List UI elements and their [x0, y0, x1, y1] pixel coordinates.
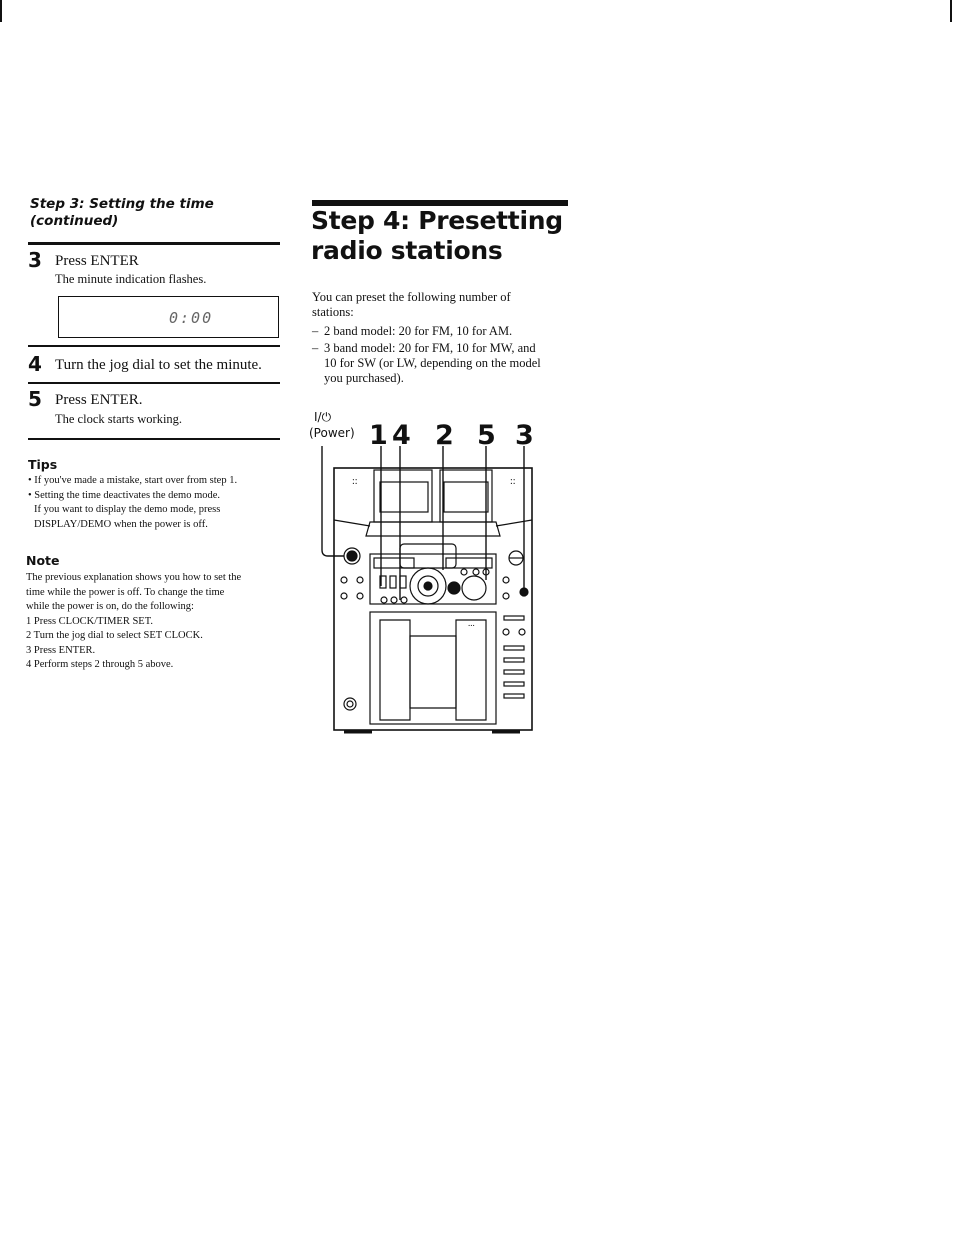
stereo-system-illustration — [300, 440, 550, 740]
note-text — [26, 571, 288, 673]
note-line: time while the power is off. To change the time — [26, 586, 225, 598]
power-label: (Power) — [309, 426, 355, 440]
tip-line: If you want to display the demo mode, press — [34, 504, 221, 515]
divider — [28, 345, 280, 347]
crop-mark-left — [0, 0, 2, 22]
list-item — [312, 341, 574, 386]
tips-heading: Tips — [28, 457, 58, 472]
station-list — [312, 324, 574, 386]
tips-list — [28, 474, 288, 532]
list-item-text: 10 for SW (or LW, depending on the model — [324, 356, 541, 370]
svg-text:::: :: — [352, 476, 358, 487]
step-number: 3 — [28, 248, 42, 272]
intro-text — [312, 290, 572, 320]
tip-line: DISPLAY/DEMO when the power is off. — [34, 518, 208, 530]
page-title — [311, 206, 563, 266]
step-number: 5 — [28, 387, 42, 411]
callout-number: 3 — [515, 420, 534, 451]
note-line: The previous explanation shows you how to set the — [26, 572, 242, 583]
intro-line: stations: — [312, 305, 354, 319]
intro-line: You can preset the following number of — [312, 290, 511, 304]
lcd-display-text: 0:00 — [169, 309, 214, 327]
cabinet-outline — [334, 468, 532, 730]
step-label: Press ENTER. — [55, 392, 143, 408]
note-line: 1 Press CLOCK/TIMER SET. — [26, 615, 153, 627]
note-line: 3 Press ENTER. — [26, 644, 96, 656]
step-description: The minute indication flashes. — [55, 272, 207, 286]
note-line: while the power is on, do the following: — [26, 601, 194, 612]
callout-number: 1 — [369, 420, 388, 451]
step-number: 4 — [28, 352, 42, 376]
page-title-line-1: Step 4: Presetting — [311, 206, 563, 235]
svg-text:...: ... — [468, 618, 475, 628]
step-label: Turn the jog dial to set the minute. — [55, 357, 262, 373]
note-line: 4 Perform steps 2 through 5 above. — [26, 659, 174, 670]
list-item-text: 3 band model: 20 for FM, 10 for MW, and — [324, 341, 536, 355]
tip-line: • If you've made a mistake, start over from step 1. — [28, 475, 238, 486]
section-title-line-2: (continued) — [30, 213, 119, 229]
step-description: The clock starts working. — [55, 412, 183, 426]
crop-mark-right — [950, 0, 952, 22]
list-item — [312, 324, 574, 339]
note-heading: Note — [26, 553, 60, 568]
right-control-sliders — [503, 616, 525, 698]
list-dash: – — [312, 324, 319, 338]
callout-number: 4 — [392, 420, 411, 451]
lcd-display — [58, 296, 279, 338]
callout-number: 5 — [477, 420, 496, 451]
list-dash: – — [312, 341, 319, 355]
section-title-line-1: Step 3: Setting the time — [30, 196, 214, 212]
svg-text:::: :: — [510, 476, 516, 487]
tip-line: • Setting the time deactivates the demo mode. — [28, 489, 221, 501]
callout-number: 2 — [435, 420, 454, 451]
note-line: 2 Turn the jog dial to select SET CLOCK. — [26, 630, 203, 641]
section-title — [30, 196, 214, 230]
divider — [28, 242, 280, 245]
page-title-line-2: radio stations — [311, 236, 503, 265]
power-symbol: I/⏻ — [314, 410, 332, 424]
list-item-text: 2 band model: 20 for FM, 10 for AM. — [324, 324, 513, 338]
list-item-text: you purchased). — [324, 371, 404, 385]
step-label: Press ENTER — [55, 253, 139, 269]
divider — [28, 382, 280, 384]
divider — [28, 438, 280, 440]
